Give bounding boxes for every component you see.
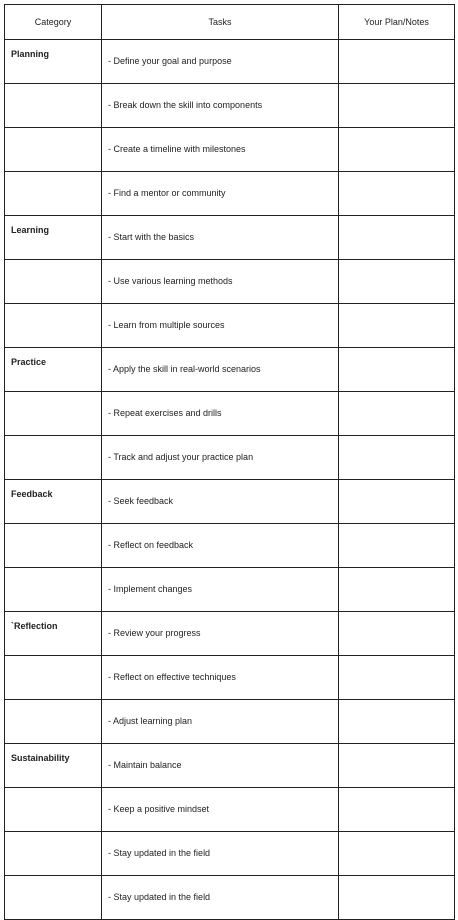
notes-cell[interactable] [339, 392, 455, 436]
notes-cell[interactable] [339, 832, 455, 876]
notes-cell[interactable] [339, 40, 455, 84]
category-cell [5, 260, 102, 304]
notes-cell[interactable] [339, 788, 455, 832]
task-cell: - Maintain balance [102, 744, 339, 788]
task-cell: - Track and adjust your practice plan [102, 436, 339, 480]
table-row [5, 172, 455, 216]
category-cell [5, 128, 102, 172]
notes-cell[interactable] [339, 260, 455, 304]
category-cell [5, 832, 102, 876]
table-row [5, 304, 455, 348]
category-cell [5, 524, 102, 568]
table-row [5, 260, 455, 304]
category-cell [5, 304, 102, 348]
notes-cell[interactable] [339, 128, 455, 172]
notes-cell[interactable] [339, 216, 455, 260]
task-cell: - Reflect on effective techniques [102, 656, 339, 700]
task-cell: - Learn from multiple sources [102, 304, 339, 348]
table-row [5, 744, 455, 788]
task-cell: - Create a timeline with milestones [102, 128, 339, 172]
table-row [5, 524, 455, 568]
category-cell [5, 436, 102, 480]
category-cell: Practice [5, 348, 102, 392]
table-row [5, 128, 455, 172]
header-notes: Your Plan/Notes [339, 5, 455, 40]
notes-cell[interactable] [339, 744, 455, 788]
notes-cell[interactable] [339, 656, 455, 700]
task-cell: - Start with the basics [102, 216, 339, 260]
table-row [5, 612, 455, 656]
notes-cell[interactable] [339, 172, 455, 216]
task-cell: - Stay updated in the field [102, 832, 339, 876]
task-cell: - Review your progress [102, 612, 339, 656]
task-cell: - Define your goal and purpose [102, 40, 339, 84]
category-cell [5, 568, 102, 612]
category-cell [5, 172, 102, 216]
category-cell: Learning [5, 216, 102, 260]
task-cell: - Use various learning methods [102, 260, 339, 304]
header-row [5, 5, 455, 40]
notes-cell[interactable] [339, 612, 455, 656]
table-row [5, 216, 455, 260]
task-cell: - Break down the skill into components [102, 84, 339, 128]
task-cell: - Repeat exercises and drills [102, 392, 339, 436]
category-cell: `Reflection [5, 612, 102, 656]
notes-cell[interactable] [339, 436, 455, 480]
header-tasks: Tasks [102, 5, 339, 40]
table-row [5, 832, 455, 876]
task-cell: - Reflect on feedback [102, 524, 339, 568]
category-cell [5, 788, 102, 832]
task-cell: - Seek feedback [102, 480, 339, 524]
notes-cell[interactable] [339, 480, 455, 524]
notes-cell[interactable] [339, 700, 455, 744]
table-row [5, 876, 455, 920]
skill-plan-table [4, 4, 455, 920]
task-cell: - Apply the skill in real-world scenarios [102, 348, 339, 392]
category-cell: Feedback [5, 480, 102, 524]
notes-cell[interactable] [339, 568, 455, 612]
category-cell [5, 656, 102, 700]
table-body [5, 40, 455, 920]
task-cell: - Keep a positive mindset [102, 788, 339, 832]
table-row [5, 568, 455, 612]
task-cell: - Adjust learning plan [102, 700, 339, 744]
category-cell: Sustainability [5, 744, 102, 788]
table-row [5, 480, 455, 524]
table-row [5, 436, 455, 480]
category-cell [5, 84, 102, 128]
category-cell: Planning [5, 40, 102, 84]
notes-cell[interactable] [339, 348, 455, 392]
category-cell [5, 876, 102, 920]
header-category: Category [5, 5, 102, 40]
table-row [5, 40, 455, 84]
task-cell: - Implement changes [102, 568, 339, 612]
table-row [5, 788, 455, 832]
notes-cell[interactable] [339, 876, 455, 920]
table-row [5, 392, 455, 436]
table-row [5, 700, 455, 744]
notes-cell[interactable] [339, 304, 455, 348]
table-row [5, 656, 455, 700]
table-row [5, 348, 455, 392]
notes-cell[interactable] [339, 524, 455, 568]
table-row [5, 84, 455, 128]
notes-cell[interactable] [339, 84, 455, 128]
category-cell [5, 700, 102, 744]
task-cell: - Stay updated in the field [102, 876, 339, 920]
category-cell [5, 392, 102, 436]
task-cell: - Find a mentor or community [102, 172, 339, 216]
